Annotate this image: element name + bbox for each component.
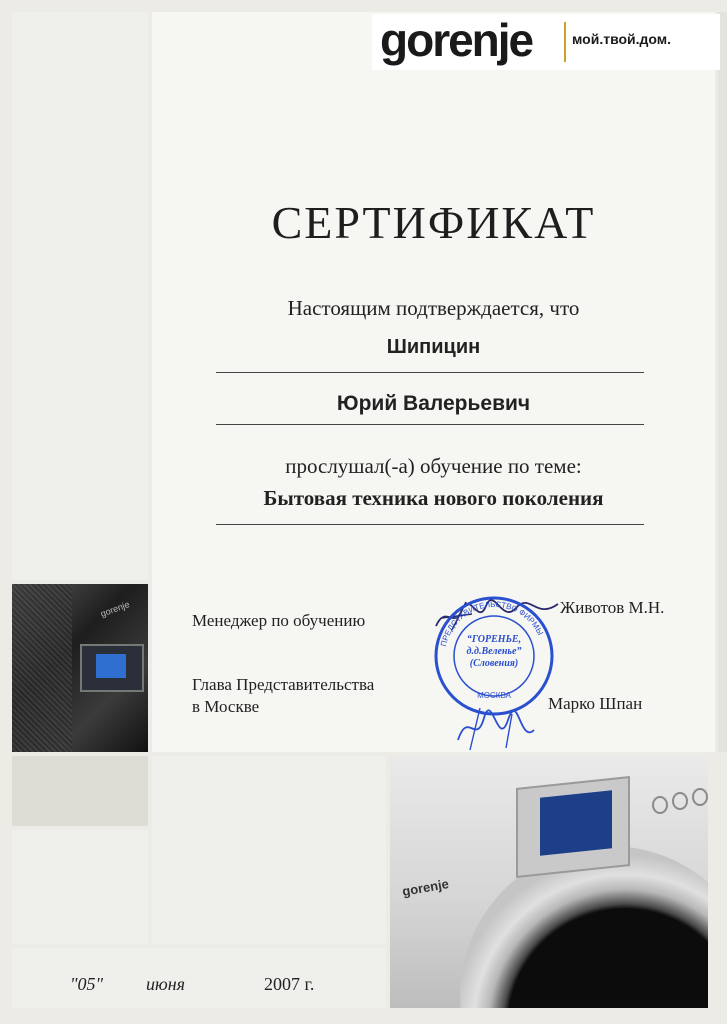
date-month-value: июня (146, 974, 185, 994)
bg-tile-top-left (12, 12, 148, 580)
washing-machine-brand: gorenje (401, 876, 450, 899)
head-name: Марко Шпан (548, 694, 643, 713)
stamp-center-text: “ГОРЕНЬЕ, д.д.Веленье” (Словения) (466, 634, 522, 669)
washing-machine-display (540, 790, 612, 856)
surname-underline (216, 372, 644, 373)
head-role-line2: в Москве (192, 697, 260, 716)
refrigerator-display (96, 654, 126, 678)
washing-machine-photo (390, 756, 708, 1008)
course-title: Бытовая техника нового поколения (263, 486, 604, 510)
course-intro: прослушал(-а) обучение по теме: (285, 454, 582, 478)
first-names-underline (216, 424, 644, 425)
logo-slogan: мой.твой.дом. (572, 31, 672, 47)
course-underline (216, 524, 644, 525)
bg-tile-bottom-left-2 (12, 830, 148, 944)
recipient-first-names: Юрий Валерьевич (336, 392, 531, 415)
stamp-city: МОСКВА (477, 691, 511, 700)
bg-tile-bottom-left-1 (12, 756, 148, 826)
manager-name: Животов М.Н. (560, 598, 665, 617)
logo-divider (564, 22, 566, 62)
date-month (146, 974, 185, 995)
head-role (192, 674, 374, 718)
date-day (70, 974, 103, 995)
manager-role: Менеджер по обучению (192, 611, 366, 630)
refrigerator-photo (12, 584, 148, 752)
recipient-surname: Шипицин (386, 336, 481, 358)
bg-tile-right-strip (718, 12, 727, 752)
bg-tile-bottom-strip (12, 948, 386, 1008)
washing-machine-knob-3 (692, 788, 708, 806)
certificate-title: СЕРТИФИКАТ (271, 197, 596, 248)
washing-machine-knob-2 (672, 792, 688, 810)
stamp-ring-text: ПРЕДСТАВИТЕЛЬСТВО ФИРМЫ (438, 599, 545, 648)
date-year: 2007 г. (264, 974, 315, 994)
gorenje-logo: gorenje (380, 14, 533, 66)
washing-machine-knob-1 (652, 796, 668, 814)
date-day-value: "05" (70, 974, 104, 994)
head-role-line1: Глава Представительства (192, 675, 375, 694)
bg-tile-bottom-mid (152, 756, 386, 944)
refrigerator-brand: gorenje (99, 599, 131, 619)
signature-scribble-2 (450, 700, 540, 754)
refrigerator-grille (12, 584, 72, 752)
confirm-text: Настоящим подтверждается, что (287, 296, 580, 320)
